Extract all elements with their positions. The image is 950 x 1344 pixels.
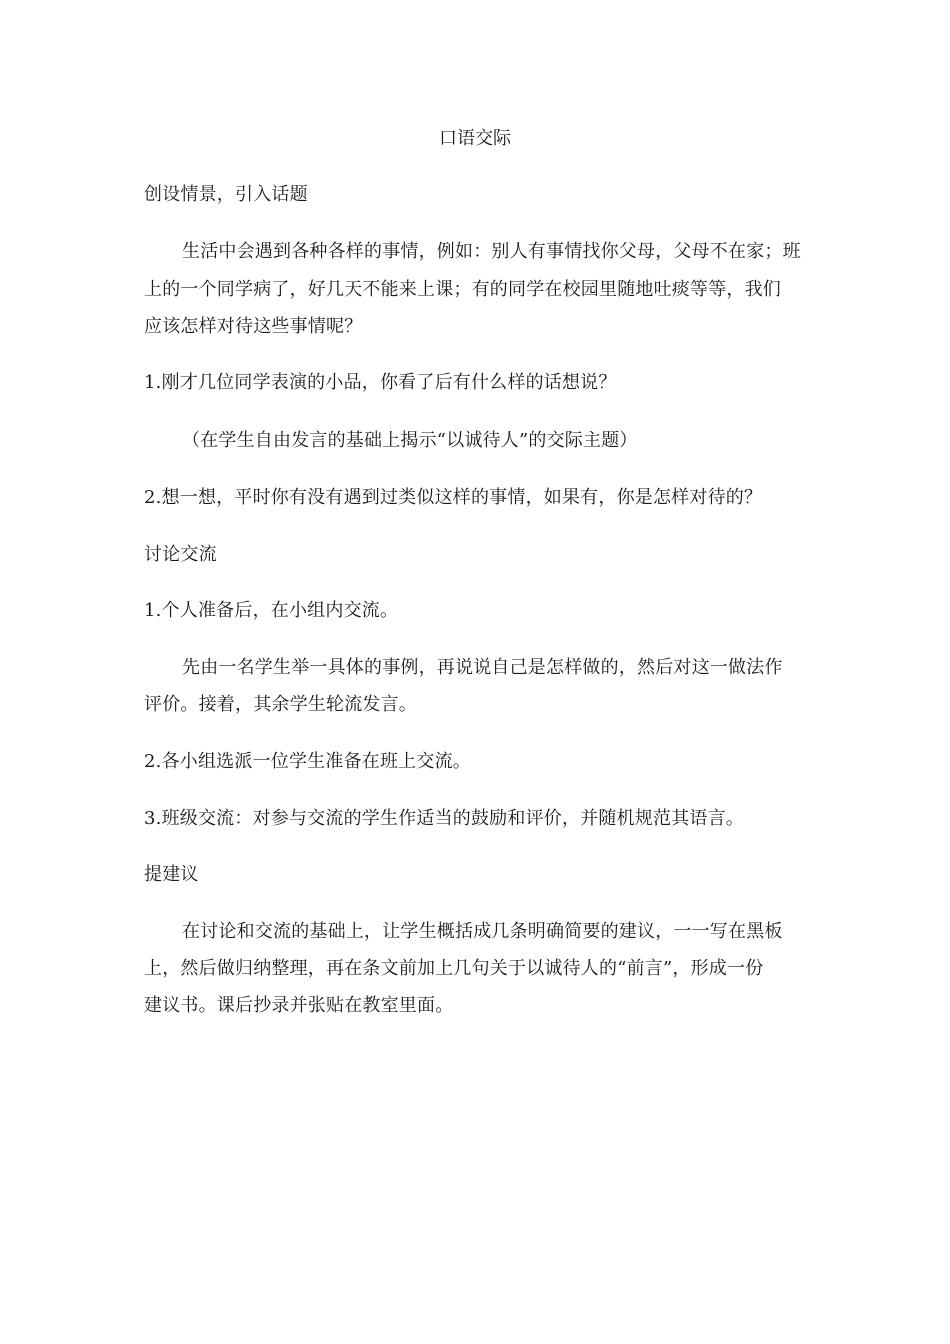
section-heading-scenario: 创设情景，引入话题 — [144, 184, 308, 205]
step-2: 2.各小组选派一位学生准备在班上交流。 — [144, 751, 471, 772]
question-2: 2.想一想，平时你有没有遇到过类似这样的事情，如果有，你是怎样对待的？ — [144, 487, 763, 508]
question-1-note: （在学生自由发言的基础上揭示“以诚待人”的交际主题） — [182, 430, 638, 451]
section-heading-suggestions: 提建议 — [144, 864, 199, 885]
document-title: 口语交际 — [439, 128, 511, 149]
step-3: 3.班级交流：对参与交流的学生作适当的鼓励和评价，并随机规范其语言。 — [144, 808, 744, 829]
final-paragraph-line-2: 上，然后做归纳整理，再在条文前加上几句关于以诚待人的“前言”，形成一份 — [144, 958, 764, 979]
intro-paragraph-line-3: 应该怎样对待这些事情呢？ — [144, 316, 363, 337]
section-heading-discussion: 讨论交流 — [144, 544, 217, 565]
intro-paragraph-line-1: 生活中会遇到各种各样的事情，例如：别人有事情找你父母，父母不在家；班 — [182, 241, 801, 262]
final-paragraph-line-3: 建议书。课后抄录并张贴在教室里面。 — [144, 995, 454, 1016]
step-1: 1.个人准备后，在小组内交流。 — [144, 600, 399, 621]
final-paragraph-line-1: 在讨论和交流的基础上，让学生概括成几条明确简要的建议，一一写在黑板 — [182, 921, 783, 942]
step-1-paragraph-line-1: 先由一名学生举一具体的事例，再说说自己是怎样做的，然后对这一做法作 — [182, 657, 783, 678]
intro-paragraph-line-2: 上的一个同学病了，好几天不能来上课；有的同学在校园里随地吐痰等等，我们 — [144, 279, 781, 300]
question-1: 1.刚才几位同学表演的小品，你看了后有什么样的话想说？ — [144, 372, 617, 393]
step-1-paragraph-line-2: 评价。接着，其余学生轮流发言。 — [144, 694, 417, 715]
